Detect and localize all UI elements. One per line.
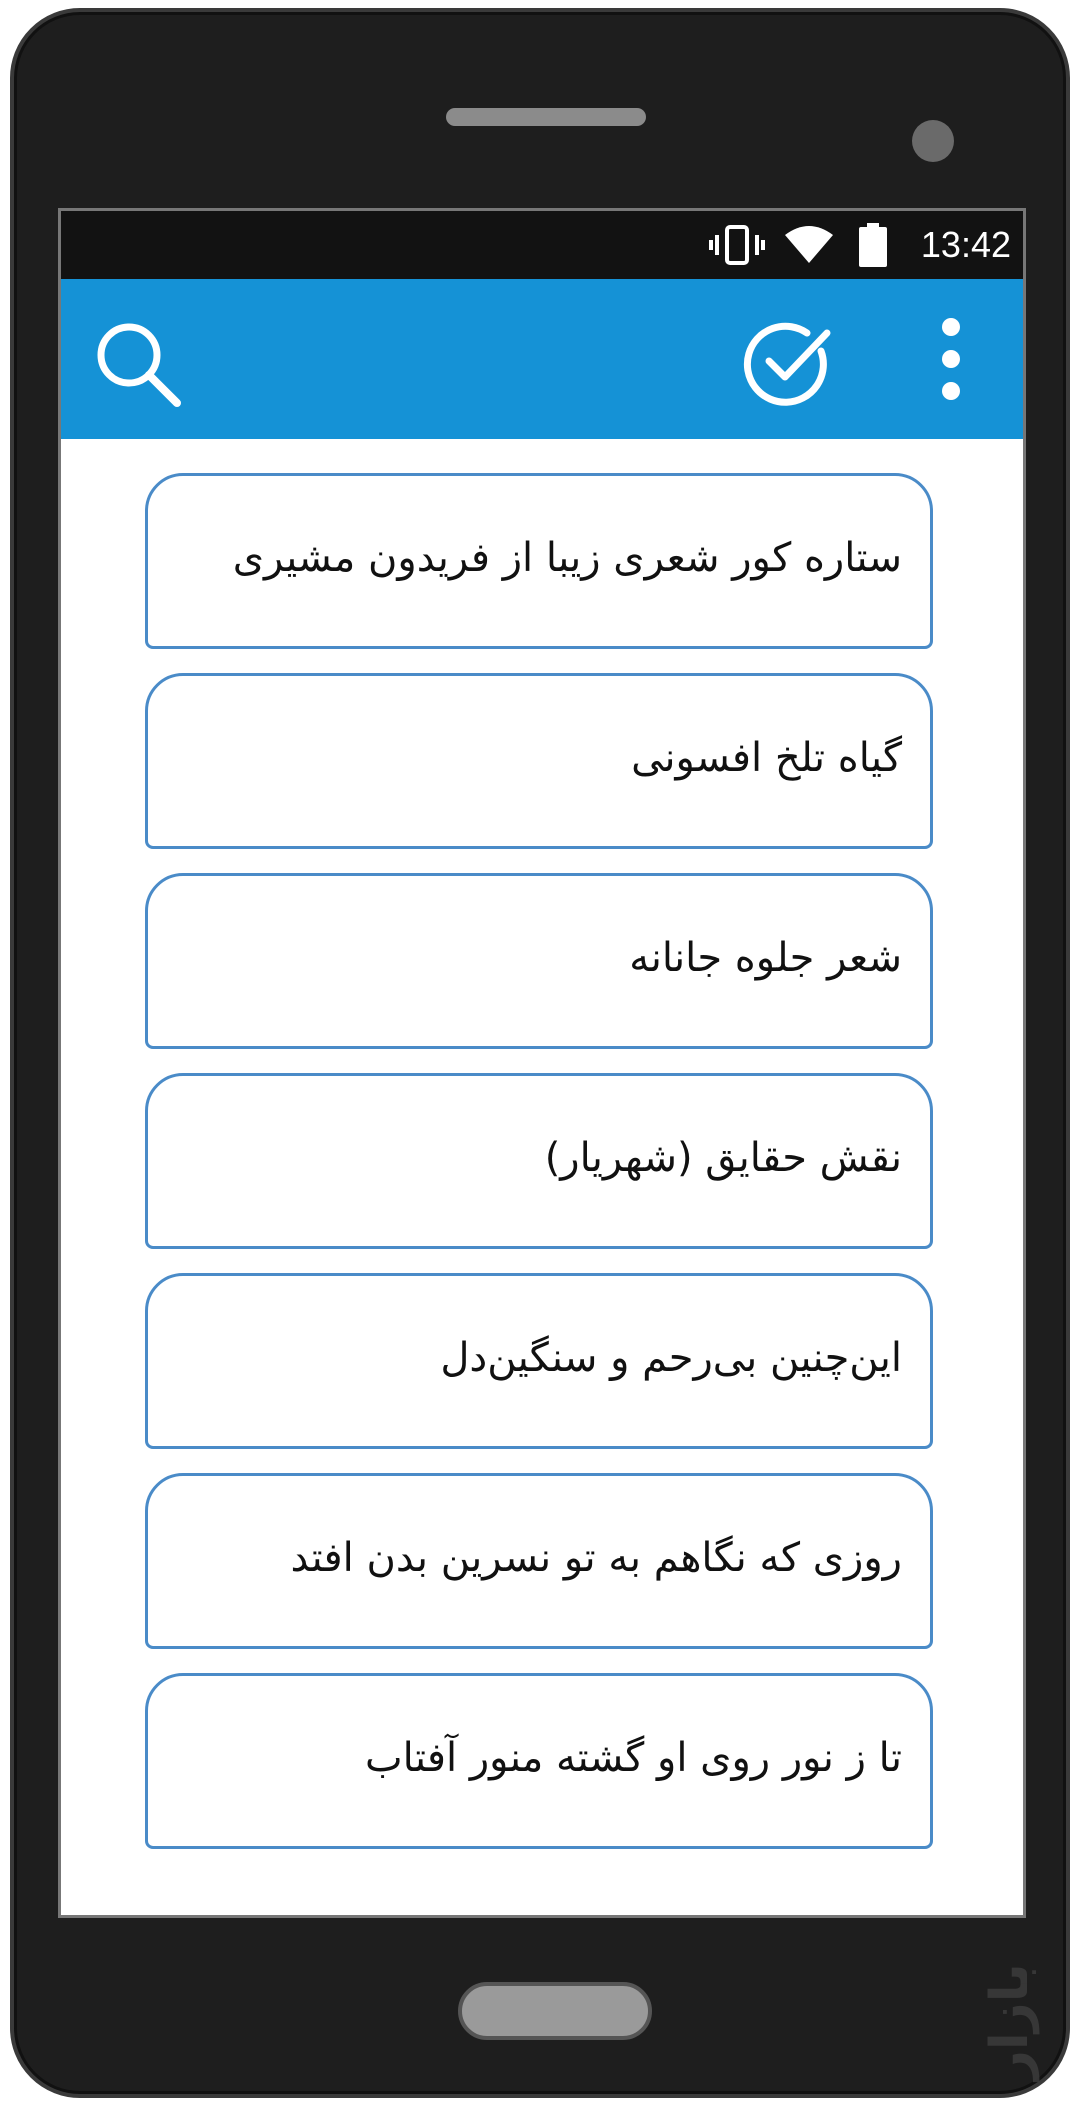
check-all-icon: [741, 315, 837, 415]
app-bar: [61, 279, 1023, 439]
list-item-title: ستاره کور شعری زیبا از فریدون مشیری: [232, 535, 902, 581]
watermark-logo: بازار: [980, 1963, 1040, 2080]
phone-speaker: [446, 108, 646, 126]
vibrate-icon: [709, 223, 765, 271]
list-item-title: گیاه تلخ افسونی: [631, 735, 902, 781]
list-item[interactable]: [145, 1273, 933, 1449]
list-item-title: تا ز نور روی او گشته منور آفتاب: [365, 1735, 902, 1781]
search-button[interactable]: [89, 317, 185, 413]
status-time: 13:42: [920, 224, 1011, 265]
list-item[interactable]: [145, 1073, 933, 1249]
list-item-title: روزی که نگاهم به تو نسرین بدن افتد: [290, 1535, 902, 1581]
search-icon: [89, 315, 185, 415]
list-item-title: این‌چنین بی‌رحم و سنگین‌دل: [440, 1335, 902, 1381]
list-item[interactable]: [145, 1673, 933, 1849]
poem-list: [61, 439, 1023, 1918]
overflow-menu-icon: [931, 315, 971, 415]
app-screen: [58, 208, 1026, 1918]
overflow-menu-button[interactable]: [903, 317, 999, 413]
home-button[interactable]: [458, 1982, 652, 2040]
list-item-title: شعر جلوه جانانه: [629, 935, 902, 981]
list-item[interactable]: [145, 873, 933, 1049]
wifi-icon: [783, 223, 835, 271]
phone-camera: [912, 120, 954, 162]
list-item-title: نقش حقایق (شهریار): [544, 1135, 902, 1181]
status-bar: [61, 211, 1023, 279]
list-item[interactable]: [145, 473, 933, 649]
battery-icon: [857, 223, 889, 273]
check-all-button[interactable]: [741, 317, 837, 413]
list-item[interactable]: [145, 673, 933, 849]
list-item[interactable]: [145, 1473, 933, 1649]
